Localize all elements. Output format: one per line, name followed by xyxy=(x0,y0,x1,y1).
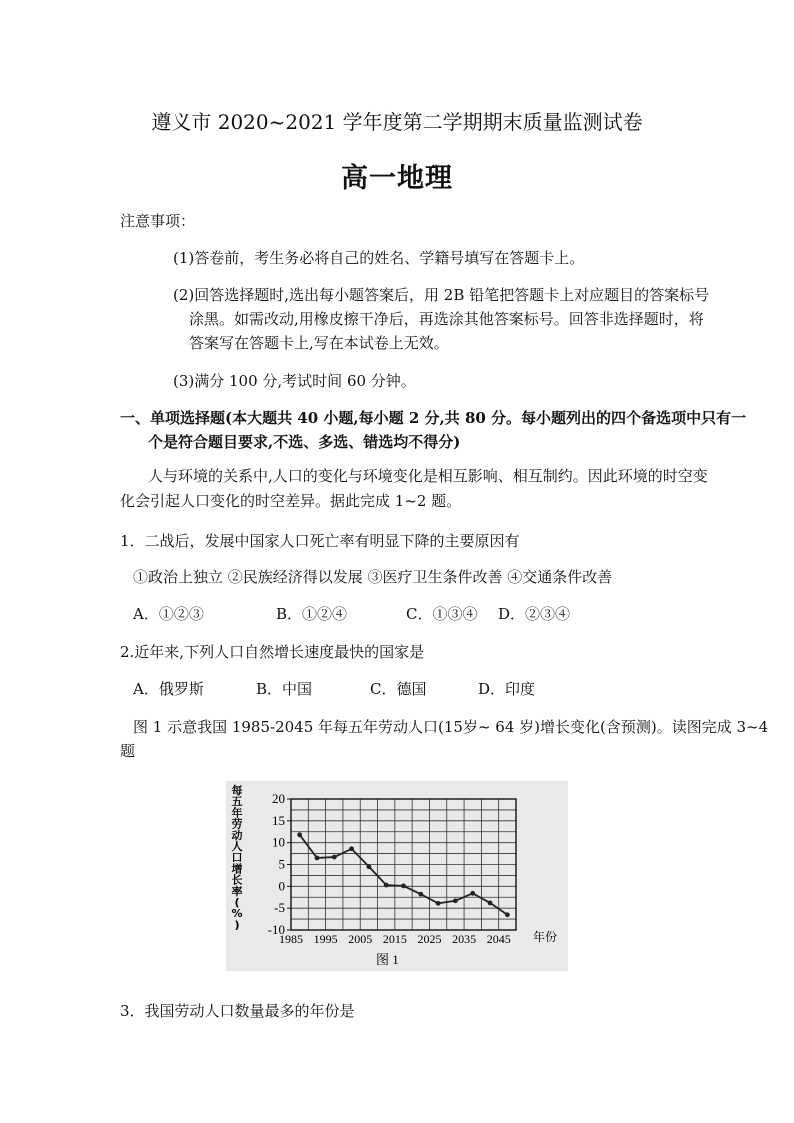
y-tick-label: 5 xyxy=(278,856,285,872)
note-item-3: (3)满分 100 分,考试时间 60 分钟。 xyxy=(173,372,416,390)
x-tick-label: 2045 xyxy=(486,932,511,946)
data-point xyxy=(332,855,337,860)
y-axis-label-char: 口 xyxy=(231,851,243,865)
data-point xyxy=(366,864,371,869)
data-point xyxy=(315,856,320,861)
chart-ticks xyxy=(268,791,511,946)
passage-1-line2: 化会引起人口变化的时空差异。据此完成 1~2 题。 xyxy=(120,492,462,510)
passage-1-line1: 人与环境的关系中,人口的变化与环境变化是相互影响、相互制约。因此环境的时空变 xyxy=(148,467,708,485)
x-tick-label: 2015 xyxy=(382,932,407,946)
question-2-stem: 2.近年来,下列人口自然增长速度最快的国家是 xyxy=(120,643,425,661)
y-axis-label-char: 年 xyxy=(231,806,243,820)
section-heading-line2: 个是符合题目要求,不选、多选、错选均不得分) xyxy=(148,433,461,451)
question-2-option-a: A．俄罗斯 xyxy=(133,680,204,698)
y-axis-label-char: 动 xyxy=(231,828,243,842)
data-point xyxy=(297,832,302,837)
y-axis-label-char: 长 xyxy=(231,873,243,887)
data-point xyxy=(505,912,510,917)
y-axis-label xyxy=(231,783,242,931)
question-2-option-b: B．中国 xyxy=(256,680,313,698)
question-1-option-d: D．②③④ xyxy=(498,605,571,623)
x-tick-label: 2005 xyxy=(348,932,373,946)
question-1-option-b: B．①②④ xyxy=(276,605,348,623)
section-heading-line1: 一、单项选择题(本大题共 40 小题,每小题 2 分,共 80 分。每小题列出的四个备选项中只有一 xyxy=(120,409,747,427)
x-tick-label: 1995 xyxy=(313,932,338,946)
note-item-2-line1: (2)回答选择题时,选出每小题答案后，用 2B 铅笔把答题卡上对应题目的答案标号 xyxy=(173,286,710,304)
question-3-stem: 3．我国劳动人口数量最多的年份是 xyxy=(120,1002,355,1020)
data-point xyxy=(470,891,475,896)
y-tick-label: 10 xyxy=(272,834,285,850)
data-point xyxy=(436,901,441,906)
x-axis-label: 年份 xyxy=(533,930,558,944)
y-axis-label-char: 五 xyxy=(231,795,243,809)
figure-caption: 图 1 xyxy=(376,952,399,967)
data-point xyxy=(453,898,458,903)
note-item-2-line3: 答案写在答题卡上,写在本试卷上无效。 xyxy=(189,334,449,352)
data-point xyxy=(418,892,423,897)
question-1-option-c: C．①③④ xyxy=(406,605,478,623)
labor-growth-chart xyxy=(226,781,568,971)
y-axis-label-char: 每 xyxy=(231,784,243,797)
exam-title: 遵义市 2020~2021 学年度第二学期期末质量监测试卷 xyxy=(151,110,643,134)
chart-series xyxy=(297,832,509,917)
y-axis-label-char: ( xyxy=(234,896,240,909)
data-point xyxy=(384,883,389,888)
y-tick-label: 20 xyxy=(272,791,285,806)
x-tick-label: 2025 xyxy=(417,932,442,946)
series-line xyxy=(300,835,508,915)
chart-grid xyxy=(291,799,516,930)
figure-1 xyxy=(226,781,568,971)
question-1-option-a: A．①②③ xyxy=(133,605,204,623)
question-2-option-d: D．印度 xyxy=(478,680,536,698)
note-item-1: (1)答卷前，考生务必将自己的姓名、学籍号填写在答题卡上。 xyxy=(173,249,585,267)
y-axis-label-char: 增 xyxy=(231,862,243,876)
question-2-option-c: C．德国 xyxy=(370,680,427,698)
y-tick-label: 15 xyxy=(272,812,285,828)
x-tick-label: 1985 xyxy=(279,932,303,946)
subject-title: 高一地理 xyxy=(341,163,453,194)
y-axis-label-char: ) xyxy=(234,918,240,932)
y-tick-label: -5 xyxy=(274,900,285,916)
note-item-2-line2: 涂黑。如需改动,用橡皮擦干净后，再选涂其他答案标号。回答非选择题时，将 xyxy=(189,310,704,328)
y-axis-label-char: 率 xyxy=(231,884,243,898)
notes-heading: 注意事项： xyxy=(120,212,196,230)
passage-2-line1: 图 1 示意我国 1985-2045 年每五年劳动人口(15岁~ 64 岁)增长变化(含预测)。读图完成 3~4 xyxy=(133,718,769,736)
y-axis-label-char: 劳 xyxy=(231,817,243,831)
question-1-stem: 1．二战后，发展中国家人口死亡率有明显下降的主要原因有 xyxy=(120,532,520,550)
data-point xyxy=(401,883,406,888)
y-axis-label-char: % xyxy=(231,907,243,921)
x-tick-label: 2035 xyxy=(452,932,477,946)
data-point xyxy=(488,901,493,906)
y-axis-label-char: 人 xyxy=(231,840,243,853)
passage-2-line2: 题 xyxy=(120,742,136,760)
question-1-statements: ①政治上独立 ②民族经济得以发展 ③医疗卫生条件改善 ④交通条件改善 xyxy=(133,568,613,586)
y-tick-label: 0 xyxy=(278,878,285,894)
data-point xyxy=(349,846,354,851)
y-tick-label: -10 xyxy=(267,922,285,937)
